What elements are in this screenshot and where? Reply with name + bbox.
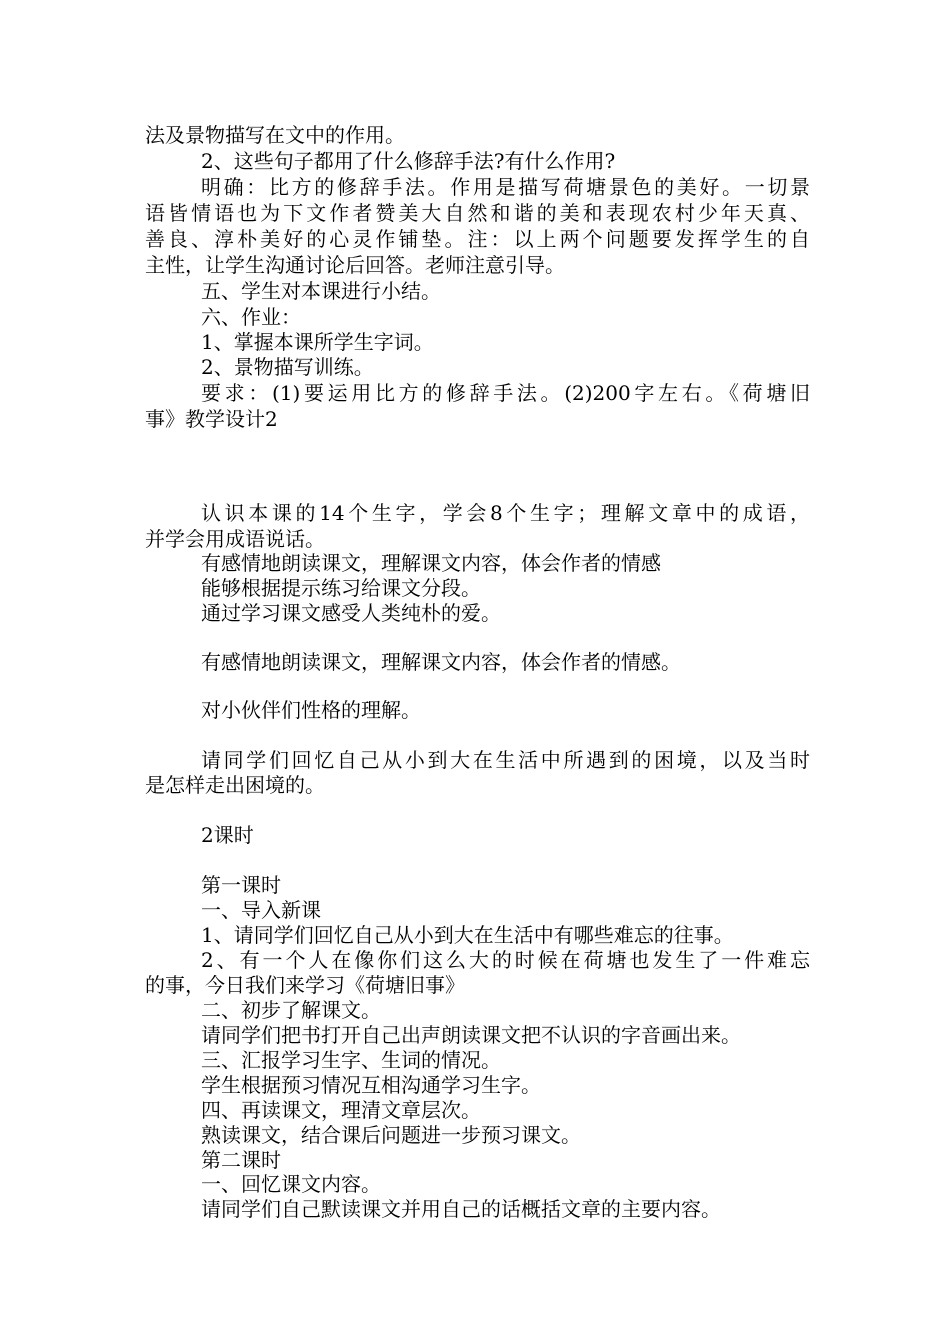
text-line: 有感情地朗读课文，理解课文内容，体会作者的情感	[201, 551, 661, 575]
text-line: 并学会用成语说话。	[145, 527, 325, 551]
text-line: 第一课时	[201, 873, 281, 897]
text-line: 学生根据预习情况互相沟通学习生字。	[201, 1073, 541, 1097]
text-line: 五、学生对本课进行小结。	[201, 279, 441, 303]
text-line: 认识本课的14个生字，学会8个生字；理解文章中的成语，	[201, 501, 810, 525]
text-line: 要求：(1)要运用比方的修辞手法。(2)200字左右。《荷塘旧	[201, 381, 810, 405]
text-line: 通过学习课文感受人类纯朴的爱。	[201, 601, 501, 625]
text-line: 二、初步了解课文。	[201, 998, 381, 1022]
text-line: 1、掌握本课所学生字词。	[201, 330, 434, 354]
text-line: 2、有一个人在像你们这么大的时候在荷塘也发生了一件难忘	[201, 948, 810, 972]
text-line: 一、回忆课文内容。	[201, 1172, 381, 1196]
text-line: 三、汇报学习生字、生词的情况。	[201, 1048, 501, 1072]
text-line: 熟读课文，结合课后问题进一步预习课文。	[201, 1123, 581, 1147]
text-line: 是怎样走出困境的。	[145, 773, 325, 797]
text-line: 的事，今日我们来学习《荷塘旧事》	[145, 973, 465, 997]
text-line: 请同学们把书打开自己出声朗读课文把不认识的字音画出来。	[201, 1023, 741, 1047]
text-line: 事》教学设计2	[145, 407, 278, 431]
text-line: 2、这些句子都用了什么修辞手法?有什么作用?	[201, 149, 616, 173]
text-line: 一、导入新课	[201, 898, 321, 922]
text-line: 善良、淳朴美好的心灵作铺垫。注：以上两个问题要发挥学生的自	[145, 227, 810, 251]
text-line: 主性，让学生沟通讨论后回答。老师注意引导。	[145, 253, 565, 277]
text-line: 有感情地朗读课文，理解课文内容，体会作者的情感。	[201, 650, 681, 674]
text-line: 对小伙伴们性格的理解。	[201, 698, 421, 722]
text-line: 明确：比方的修辞手法。作用是描写荷塘景色的美好。一切景	[201, 175, 810, 199]
text-line: 能够根据提示练习给课文分段。	[201, 576, 481, 600]
text-line: 六、作业：	[201, 305, 301, 329]
text-line: 1、请同学们回忆自己从小到大在生活中有哪些难忘的往事。	[201, 923, 734, 947]
text-line: 2课时	[201, 823, 254, 847]
text-line: 第二课时	[201, 1148, 281, 1172]
text-line: 法及景物描写在文中的作用。	[145, 123, 405, 147]
text-line: 语皆情语也为下文作者赞美大自然和谐的美和表现农村少年天真、	[145, 201, 810, 225]
text-line: 四、再读课文，理清文章层次。	[201, 1098, 481, 1122]
text-line: 请同学们自己默读课文并用自己的话概括文章的主要内容。	[201, 1197, 721, 1221]
text-line: 2、景物描写训练。	[201, 355, 374, 379]
text-line: 请同学们回忆自己从小到大在生活中所遇到的困境，以及当时	[201, 748, 810, 772]
